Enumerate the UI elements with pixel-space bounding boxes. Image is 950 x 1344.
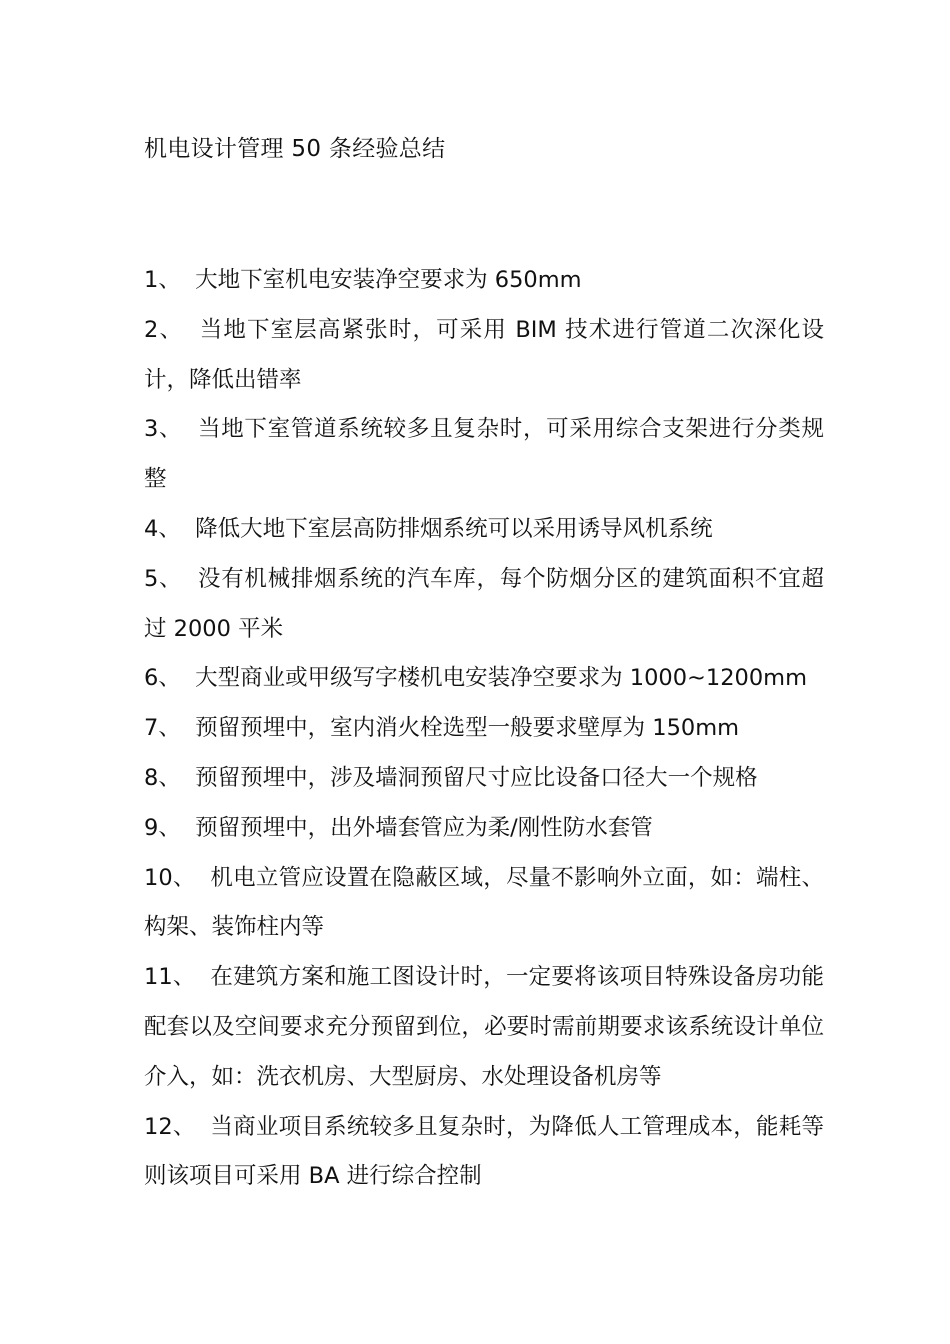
- list-item: [144, 505, 824, 555]
- item-number: 2、: [144, 316, 184, 343]
- item-number: 9、: [144, 814, 181, 841]
- item-text: 当地下室管道系统较多且复杂时，可采用综合支架进行分类规整: [144, 416, 824, 493]
- list-item: [144, 754, 824, 804]
- item-number: 7、: [144, 715, 181, 742]
- item-text: 当商业项目系统较多且复杂时，为降低人工管理成本，能耗等则该项目可采用 BA 进行综合控制: [144, 1113, 824, 1190]
- list-item: [144, 804, 824, 854]
- item-number: 8、: [144, 764, 181, 791]
- list-item: [144, 704, 824, 754]
- item-number: 1、: [144, 267, 181, 293]
- list-item: [144, 306, 824, 406]
- item-text: 机电立管应设置在隐蔽区域，尽量不影响外立面，如：端柱、构架、装饰柱内等: [144, 864, 824, 941]
- list-item: [144, 854, 824, 954]
- item-number: 3、: [144, 416, 183, 443]
- list-item: [144, 405, 824, 505]
- item-number: 6、: [144, 665, 181, 692]
- experience-list: [144, 256, 824, 1202]
- item-text: 大地下室机电安装净空要求为 650mm: [195, 267, 582, 293]
- list-item: [144, 256, 824, 306]
- item-text: 预留预埋中，出外墙套管应为柔/刚性防水套管: [195, 814, 653, 841]
- item-text: 大型商业或甲级写字楼机电安装净空要求为 1000~1200mm: [195, 665, 808, 692]
- list-item: [144, 555, 824, 655]
- list-item: [144, 654, 824, 704]
- item-text: 预留预埋中，涉及墙洞预留尺寸应比设备口径大一个规格: [195, 764, 758, 791]
- item-number: 5、: [144, 565, 183, 592]
- list-item: [144, 953, 824, 1102]
- list-item: [144, 1103, 824, 1203]
- item-number: 12、: [144, 1113, 196, 1140]
- item-number: 10、: [144, 864, 196, 891]
- item-text: 没有机械排烟系统的汽车库，每个防烟分区的建筑面积不宜超过 2000 平米: [144, 565, 824, 642]
- item-text: 降低大地下室层高防排烟系统可以采用诱导风机系统: [195, 515, 713, 542]
- item-text: 在建筑方案和施工图设计时，一定要将该项目特殊设备房功能配套以及空间要求充分预留到位，必要时需前期要求该系统设计单位介入，如：洗衣机房、大型厨房、水处理设备机房等: [144, 964, 824, 1090]
- item-text: 当地下室层高紧张时，可采用 BIM 技术进行管道二次深化设计，降低出错率: [144, 316, 824, 393]
- item-text: 预留预埋中，室内消火栓选型一般要求壁厚为 150mm: [195, 715, 740, 742]
- item-number: 4、: [144, 515, 181, 542]
- item-number: 11、: [144, 964, 196, 991]
- page-title: 机电设计管理 50 条经验总结: [144, 136, 446, 162]
